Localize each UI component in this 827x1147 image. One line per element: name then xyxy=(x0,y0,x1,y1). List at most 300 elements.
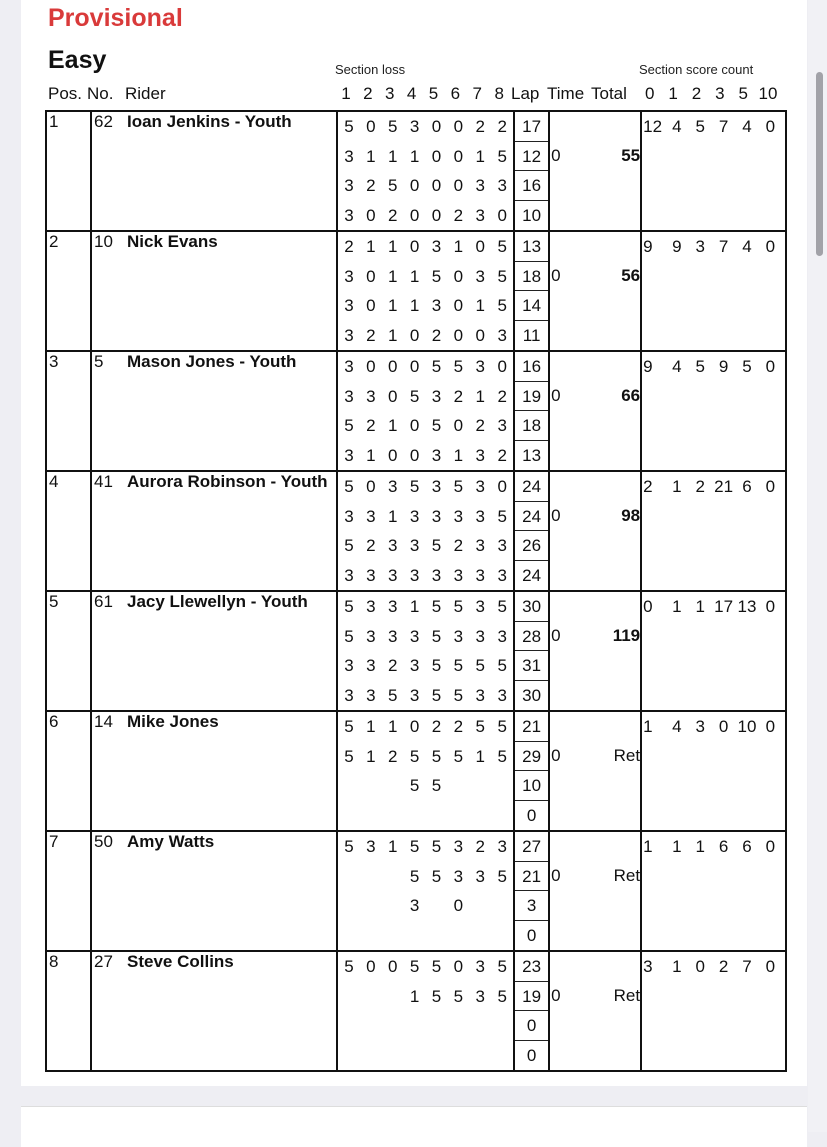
lap-row xyxy=(338,891,513,921)
score-count-cell xyxy=(641,351,786,471)
section-score xyxy=(491,1041,513,1071)
section-loss-cell xyxy=(337,231,514,351)
section-score: 3 xyxy=(431,296,442,315)
section-score: 5 xyxy=(387,176,398,195)
section-score xyxy=(447,771,469,801)
score-count: 1 xyxy=(672,477,682,496)
section-score: 0 xyxy=(453,296,464,315)
section-score: 1 xyxy=(387,237,398,256)
score-count: 5 xyxy=(695,117,705,136)
section-score: 5 xyxy=(344,597,354,616)
score-count-cell xyxy=(641,471,786,591)
lap-total-cell xyxy=(514,471,549,591)
time-value: 0 xyxy=(551,626,561,645)
section-score: 3 xyxy=(475,357,486,376)
score-count: 4 xyxy=(742,237,752,256)
lap-total: 24 xyxy=(522,565,542,585)
section-score: 3 xyxy=(409,536,420,555)
section-score xyxy=(360,771,382,801)
score-count: 6 xyxy=(742,477,752,496)
lap-row xyxy=(338,592,513,622)
score-counts xyxy=(642,832,785,862)
section-score: 2 xyxy=(344,237,354,256)
score-counts xyxy=(642,592,785,622)
lap-total: 0 xyxy=(526,1045,537,1065)
section-score: 3 xyxy=(344,325,354,345)
section-score: 3 xyxy=(475,626,486,646)
section-score: 0 xyxy=(409,237,420,256)
section-score: 3 xyxy=(497,565,507,585)
section-loss-cell xyxy=(337,831,514,951)
total-value: 66 xyxy=(621,386,641,405)
lap-row xyxy=(338,201,513,231)
section-score xyxy=(382,1011,404,1041)
time-total-cell xyxy=(549,111,641,231)
section-score: 1 xyxy=(387,416,398,435)
lap-total: 19 xyxy=(515,982,548,1012)
lap-total: 16 xyxy=(515,352,548,382)
section-score: 2 xyxy=(453,205,464,225)
section-score xyxy=(382,982,404,1012)
section-score: 3 xyxy=(344,685,354,705)
section-score: 1 xyxy=(387,266,398,286)
section-score: 3 xyxy=(475,445,486,465)
score-count: 1 xyxy=(672,597,682,616)
section-score: 3 xyxy=(409,685,420,705)
section-score: 0 xyxy=(453,176,464,195)
score-count: 2 xyxy=(718,957,729,976)
section-score: 1 xyxy=(475,386,486,406)
section-score: 0 xyxy=(497,357,507,376)
header-counts xyxy=(638,84,781,106)
table-row xyxy=(46,831,786,951)
section-loss-cell xyxy=(337,351,514,471)
section-score: 0 xyxy=(409,717,420,736)
section-score: 5 xyxy=(387,117,398,136)
rider-name: Steve Collins xyxy=(127,952,234,971)
section-score xyxy=(360,862,382,892)
section-score: 0 xyxy=(409,176,420,195)
score-count: 10 xyxy=(737,717,757,736)
section-score xyxy=(404,1011,426,1041)
section-score xyxy=(447,1041,469,1071)
score-count: 6 xyxy=(718,837,729,856)
time-total-cell xyxy=(549,711,641,831)
score-count-cell xyxy=(641,591,786,711)
section-score xyxy=(469,921,491,951)
lap-total-cell xyxy=(514,591,549,711)
section-score: 3 xyxy=(344,296,354,315)
time-total-cell xyxy=(549,831,641,951)
class-title: Easy xyxy=(48,46,107,74)
time-value: 0 xyxy=(551,866,561,885)
score-count: 2 xyxy=(695,477,705,496)
section-score: 5 xyxy=(344,957,354,976)
score-count: 0 xyxy=(765,717,776,736)
score-count: 0 xyxy=(718,717,729,736)
section-score xyxy=(469,891,491,921)
section-score: 0 xyxy=(387,957,398,976)
section-score: 1 xyxy=(387,325,398,345)
header-count-0: 0 xyxy=(644,84,655,103)
section-score xyxy=(382,862,404,892)
score-count-cell xyxy=(641,231,786,351)
rider-number: 41 xyxy=(94,472,113,491)
lap-total: 26 xyxy=(515,531,548,561)
section-score: 5 xyxy=(431,957,442,976)
section-score: 5 xyxy=(497,986,507,1006)
section-loss-cell xyxy=(337,951,514,1071)
section-score: 5 xyxy=(453,656,464,675)
score-count: 0 xyxy=(765,957,776,976)
section-score: 3 xyxy=(475,685,486,705)
section-score: 5 xyxy=(431,746,442,766)
lap-row xyxy=(338,291,513,321)
score-count-cell xyxy=(641,711,786,831)
table-row xyxy=(46,591,786,711)
time-value: 0 xyxy=(551,386,561,405)
section-score: 3 xyxy=(409,565,420,585)
lap-total: 12 xyxy=(515,142,548,172)
time-value: 0 xyxy=(551,746,561,765)
section-score: 3 xyxy=(366,565,376,585)
section-score: 2 xyxy=(366,536,376,555)
section-score: 3 xyxy=(344,266,354,286)
section-score xyxy=(491,921,513,951)
section-score: 0 xyxy=(409,416,420,435)
table-row xyxy=(46,471,786,591)
section-score: 0 xyxy=(431,117,442,136)
rider-cell xyxy=(91,351,337,471)
score-count: 0 xyxy=(643,597,653,616)
section-score: 3 xyxy=(497,416,507,435)
section-score: 3 xyxy=(475,176,486,195)
time-value: 0 xyxy=(551,146,561,165)
section-count-label: Section score count xyxy=(639,62,754,77)
section-score: 0 xyxy=(366,117,376,136)
lap-total-cell xyxy=(514,711,549,831)
score-count: 4 xyxy=(672,117,682,136)
section-score: 3 xyxy=(344,506,354,526)
header-count-1: 1 xyxy=(668,84,678,103)
section-score xyxy=(469,1011,491,1041)
section-score: 5 xyxy=(497,237,507,256)
section-score: 0 xyxy=(409,445,420,465)
section-score: 1 xyxy=(409,266,420,286)
section-score: 3 xyxy=(344,656,354,675)
section-score: 5 xyxy=(344,117,354,136)
score-count: 0 xyxy=(765,837,776,856)
section-score: 1 xyxy=(366,746,376,766)
section-score: 5 xyxy=(431,357,442,376)
lap-row xyxy=(338,1041,513,1071)
section-score: 3 xyxy=(453,506,464,526)
lap-row xyxy=(338,382,513,412)
score-count: 9 xyxy=(643,237,653,256)
section-score: 0 xyxy=(431,176,442,195)
section-score xyxy=(404,921,426,951)
section-score: 0 xyxy=(409,325,420,345)
lap-row xyxy=(338,411,513,441)
section-score: 2 xyxy=(387,205,398,225)
rider-number: 5 xyxy=(94,352,104,371)
section-score xyxy=(360,801,382,831)
section-score: 5 xyxy=(431,266,442,286)
section-loss-cell xyxy=(337,591,514,711)
lap-row xyxy=(338,771,513,801)
score-count-cell xyxy=(641,111,786,231)
section-score: 5 xyxy=(453,685,464,705)
position-cell: 6 xyxy=(46,711,91,831)
score-count: 2 xyxy=(643,477,653,496)
lap-total: 10 xyxy=(515,771,548,801)
lap-total: 11 xyxy=(522,325,541,345)
section-score: 1 xyxy=(366,146,376,166)
score-count: 4 xyxy=(672,357,682,376)
header-count-2: 2 xyxy=(691,84,702,103)
section-score xyxy=(469,1041,491,1071)
position-cell: 5 xyxy=(46,591,91,711)
section-score: 3 xyxy=(431,565,442,585)
section-score: 5 xyxy=(387,685,398,705)
lap-row xyxy=(338,801,513,831)
section-score: 3 xyxy=(475,565,486,585)
lap-row xyxy=(338,832,513,862)
section-score: 5 xyxy=(409,957,420,976)
section-score: 0 xyxy=(453,117,464,136)
section-score: 3 xyxy=(431,386,442,406)
rider-cell xyxy=(91,111,337,231)
time-value: 0 xyxy=(551,986,561,1005)
section-score: 3 xyxy=(475,986,486,1006)
section-score: 0 xyxy=(366,477,376,496)
section-score: 3 xyxy=(344,445,354,465)
section-score: 3 xyxy=(497,837,507,856)
section-score: 3 xyxy=(387,597,398,616)
section-score: 3 xyxy=(366,626,376,646)
section-score: 3 xyxy=(475,866,486,886)
section-score: 2 xyxy=(431,717,442,736)
lap-total: 19 xyxy=(515,382,548,412)
lap-row xyxy=(338,232,513,262)
lap-total: 29 xyxy=(515,742,548,772)
section-score: 0 xyxy=(453,325,464,345)
position-cell: 7 xyxy=(46,831,91,951)
score-count: 0 xyxy=(765,477,776,496)
section-score: 5 xyxy=(497,146,507,166)
lap-total-cell xyxy=(514,111,549,231)
lap-row xyxy=(338,321,513,351)
header-count-5: 5 xyxy=(738,84,748,103)
section-score: 3 xyxy=(453,626,464,646)
section-score: 3 xyxy=(344,205,354,225)
score-count: 0 xyxy=(765,237,776,256)
score-count: 4 xyxy=(742,117,752,136)
section-score: 3 xyxy=(475,477,486,496)
section-score: 2 xyxy=(366,416,376,435)
rider-name: Ioan Jenkins - Youth xyxy=(127,112,292,131)
section-score: 5 xyxy=(453,597,464,616)
section-score: 5 xyxy=(409,776,420,795)
position-cell: 4 xyxy=(46,471,91,591)
section-score: 1 xyxy=(387,506,398,526)
section-score: 0 xyxy=(497,205,507,225)
section-score xyxy=(404,1041,426,1071)
section-score: 1 xyxy=(387,296,398,315)
section-score: 1 xyxy=(387,717,398,736)
lap-row xyxy=(338,1011,513,1041)
section-score xyxy=(426,1011,448,1041)
lap-total: 17 xyxy=(515,112,548,142)
section-score: 3 xyxy=(409,656,420,675)
section-score xyxy=(382,1041,404,1071)
score-count: 4 xyxy=(672,717,682,736)
section-score: 3 xyxy=(475,266,486,286)
section-score: 5 xyxy=(497,296,507,315)
lap-total-cell xyxy=(514,351,549,471)
section-score: 3 xyxy=(387,626,398,646)
lap-total: 27 xyxy=(515,832,548,862)
section-score: 1 xyxy=(475,746,486,766)
section-score: 0 xyxy=(366,296,376,315)
lap-row xyxy=(338,862,513,892)
section-score: 3 xyxy=(344,565,354,585)
lap-total: 30 xyxy=(522,685,542,705)
lap-total: 28 xyxy=(515,622,548,652)
lap-total: 21 xyxy=(515,862,548,892)
section-score: 3 xyxy=(366,656,376,675)
section-score: 3 xyxy=(475,205,486,225)
score-count: 7 xyxy=(718,117,729,136)
section-score: 0 xyxy=(409,205,420,225)
lap-total: 10 xyxy=(522,205,542,225)
rider-cell xyxy=(91,951,337,1071)
score-count: 0 xyxy=(765,357,776,376)
rider-cell xyxy=(91,711,337,831)
section-score xyxy=(382,801,404,831)
section-score: 3 xyxy=(409,506,420,526)
lap-row xyxy=(338,441,513,471)
section-score: 5 xyxy=(344,536,354,555)
lap-total: 30 xyxy=(515,592,548,622)
header-lap: Lap xyxy=(511,84,540,103)
header-section-6: 6 xyxy=(450,84,461,103)
section-score: 3 xyxy=(497,176,507,195)
section-score: 3 xyxy=(453,837,464,856)
lap-row xyxy=(338,472,513,502)
rider-number: 27 xyxy=(94,952,113,971)
section-score: 2 xyxy=(431,325,442,345)
section-score: 3 xyxy=(344,357,354,376)
rider-name: Mike Jones xyxy=(127,712,219,731)
lap-row xyxy=(338,262,513,292)
section-score xyxy=(360,891,382,921)
section-score: 3 xyxy=(387,477,398,496)
section-score: 2 xyxy=(453,717,464,736)
score-counts xyxy=(642,232,785,262)
section-score: 1 xyxy=(387,837,398,856)
section-score: 0 xyxy=(453,266,464,286)
section-score: 5 xyxy=(453,357,464,376)
rider-name: Jacy Llewellyn - Youth xyxy=(127,592,308,611)
table-row xyxy=(46,351,786,471)
rider-name: Aurora Robinson - Youth xyxy=(127,472,328,491)
total-value: 56 xyxy=(621,266,641,285)
section-score: 5 xyxy=(344,746,354,766)
time-total-cell xyxy=(549,351,641,471)
section-score xyxy=(491,1011,513,1041)
section-score xyxy=(360,921,382,951)
score-count: 3 xyxy=(643,957,653,976)
score-count: 12 xyxy=(643,117,663,136)
section-score: 5 xyxy=(453,477,464,496)
section-score: 3 xyxy=(431,445,442,465)
header-section-1: 1 xyxy=(341,84,351,103)
section-score: 0 xyxy=(387,386,398,406)
section-score: 3 xyxy=(366,597,376,616)
lap-total-cell xyxy=(514,231,549,351)
section-score: 2 xyxy=(497,386,507,406)
score-count: 3 xyxy=(695,717,705,736)
score-count: 9 xyxy=(718,357,729,376)
section-score xyxy=(338,891,360,921)
time-total-cell xyxy=(549,591,641,711)
score-count: 1 xyxy=(695,837,705,856)
rider-name: Amy Watts xyxy=(127,832,215,851)
score-count: 1 xyxy=(672,837,682,856)
header-no: No. xyxy=(87,84,114,103)
section-score: 0 xyxy=(475,237,486,256)
lap-row xyxy=(338,561,513,591)
lap-row xyxy=(338,742,513,772)
rider-cell xyxy=(91,831,337,951)
score-count: 1 xyxy=(643,837,653,856)
section-score xyxy=(426,921,448,951)
section-score: 2 xyxy=(453,386,464,406)
section-score: 2 xyxy=(475,117,486,136)
score-count: 7 xyxy=(718,237,729,256)
section-score xyxy=(360,982,382,1012)
lap-total: 18 xyxy=(515,411,548,441)
section-score: 0 xyxy=(366,957,376,976)
section-score: 5 xyxy=(431,776,442,795)
section-score xyxy=(382,891,404,921)
lap-row xyxy=(338,982,513,1012)
rider-number: 62 xyxy=(94,112,113,131)
rider-name: Nick Evans xyxy=(127,232,218,251)
section-score: 3 xyxy=(344,386,354,406)
rider-number: 50 xyxy=(94,832,113,851)
section-score: 5 xyxy=(453,986,464,1006)
lap-row xyxy=(338,142,513,172)
section-score: 3 xyxy=(409,117,420,136)
section-score xyxy=(360,1011,382,1041)
section-score: 1 xyxy=(409,986,420,1006)
section-score xyxy=(338,921,360,951)
section-score xyxy=(360,1041,382,1071)
section-score xyxy=(469,771,491,801)
section-score: 0 xyxy=(475,325,486,345)
header-section-3: 3 xyxy=(384,84,395,103)
rider-cell xyxy=(91,471,337,591)
section-score xyxy=(382,771,404,801)
time-value: 0 xyxy=(551,506,561,525)
section-score: 5 xyxy=(431,837,442,856)
section-score: 5 xyxy=(431,597,442,616)
scrollbar-thumb[interactable] xyxy=(816,72,823,256)
header-sections xyxy=(335,84,510,106)
section-score: 3 xyxy=(431,506,442,526)
